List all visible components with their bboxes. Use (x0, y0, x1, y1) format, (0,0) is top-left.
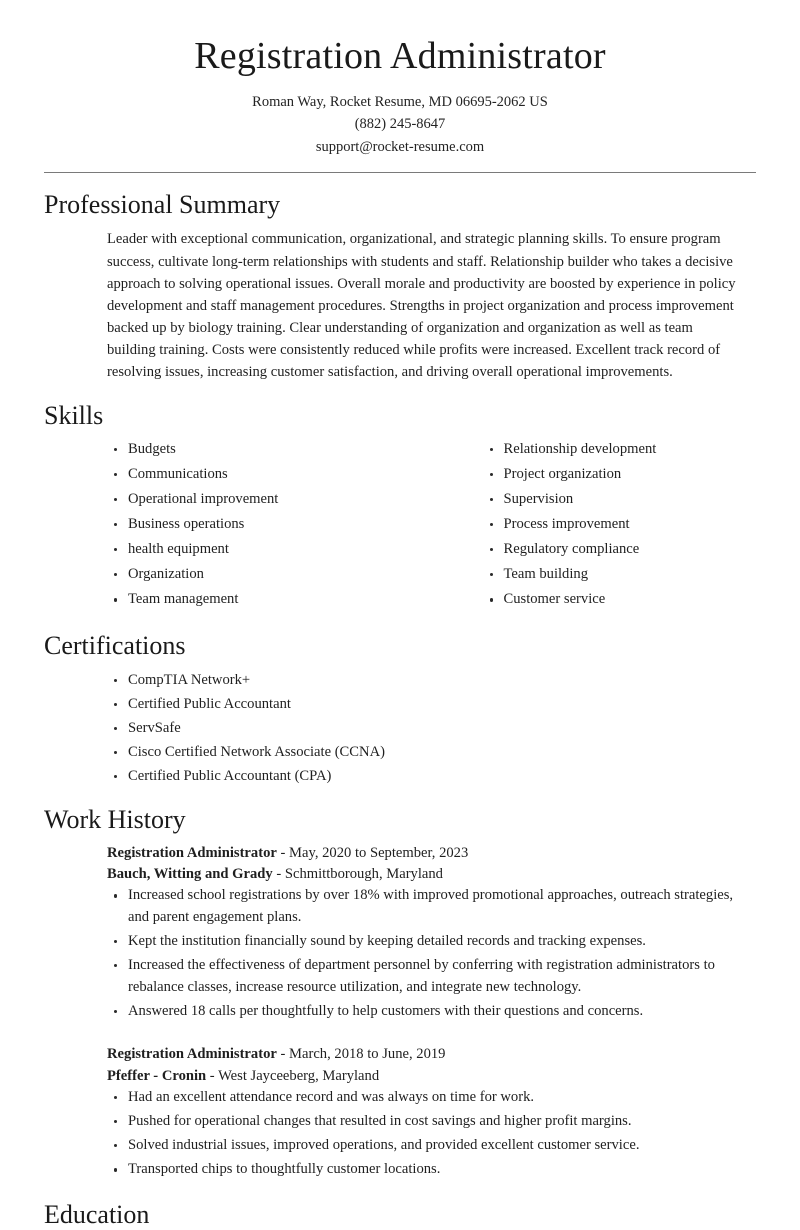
section-certifications (44, 630, 756, 787)
job-location: West Jayceeberg, Maryland (218, 1067, 380, 1084)
section-title-certifications: Certifications (44, 631, 186, 661)
certifications-body (44, 670, 756, 788)
job-title-line (107, 843, 756, 864)
job-employer: Pfeffer - Cronin (107, 1067, 207, 1084)
list-item: Organization (107, 564, 432, 586)
list-item: Process improvement (483, 514, 757, 536)
work-history-entry (44, 843, 756, 1023)
section-title-summary: Professional Summary (44, 190, 281, 220)
list-item: Certified Public Accountant (107, 694, 756, 716)
list-item: Supervision (483, 489, 757, 511)
skills-list-right (483, 439, 757, 611)
section-professional-summary (44, 189, 756, 383)
job-employer-line (107, 1066, 756, 1087)
job-dates: March, 2018 to June, 2019 (289, 1046, 446, 1063)
list-item: Solved industrial issues, improved operations, and provided excellent customer service. (107, 1135, 756, 1157)
list-item: health equipment (107, 539, 432, 561)
list-item: Kept the institution financially sound by keeping detailed records and tracking expenses. (107, 931, 756, 953)
summary-body (44, 228, 756, 383)
job-separator: - (272, 866, 285, 883)
job-bullets (107, 1087, 756, 1181)
list-item: Had an excellent attendance record and was always on time for work. (107, 1087, 756, 1109)
job-location: Schmittborough, Maryland (284, 866, 443, 883)
contact-email: support@rocket-resume.com (315, 138, 485, 155)
job-title: Registration Administrator (107, 844, 277, 861)
section-skills (44, 400, 756, 615)
section-title-skills: Skills (44, 400, 104, 430)
job-bullets (107, 885, 756, 1022)
job-separator: - (276, 1046, 290, 1063)
summary-text: Leader with exceptional communication, organizational, and strategic planning skills. To ensure program success, cultivate long-term relationships with students and staff. Relationship builder who takes a decisive approach to solving operational issues. Overall morale and productivity are boosted by experience in policy development and staff management procedures. Strengths in project organization and process improvement backed up by biology training. Clear understanding of organization and organization as well as team building training. Costs were consistently reduced while profits were increased. Excellent track record of resolving issues, increasing customer satisfaction, and driving overall operational improvements. (107, 231, 736, 381)
certifications-list (107, 670, 756, 788)
section-work-history (44, 804, 756, 1181)
job-employer-line (107, 864, 756, 885)
job-separator: - (206, 1067, 219, 1084)
list-item: Increased the effectiveness of department personnel by conferring with registration administrators to rebalance classes, increase resource utilization, and integrate new technology. (107, 955, 756, 998)
list-item: Relationship development (483, 439, 757, 461)
list-item: Answered 18 calls per thoughtfully to help customers with their questions and concerns. (107, 1001, 756, 1023)
list-item: Regulatory compliance (483, 539, 757, 561)
page-title: Registration Administrator (194, 35, 606, 77)
skills-column-left (107, 439, 432, 615)
list-item: Team building (483, 564, 757, 586)
job-title-line (107, 1044, 756, 1065)
job-separator: - (276, 844, 290, 861)
job-title: Registration Administrator (107, 1046, 277, 1063)
job-employer: Bauch, Witting and Grady (107, 866, 273, 883)
list-item: CompTIA Network+ (107, 670, 756, 692)
skills-column-right (432, 439, 757, 615)
list-item: Communications (107, 464, 432, 486)
work-history-entry (44, 1044, 756, 1180)
list-item: Business operations (107, 514, 432, 536)
skills-columns (44, 439, 756, 615)
list-item: Cisco Certified Network Associate (CCNA) (107, 742, 756, 764)
list-item: Operational improvement (107, 489, 432, 511)
list-item: ServSafe (107, 718, 756, 740)
resume-header (44, 0, 756, 158)
contact-address: Roman Way, Rocket Resume, MD 06695-2062 US (252, 93, 548, 110)
header-divider (44, 172, 756, 173)
skills-list-left (107, 439, 432, 611)
list-item: Certified Public Accountant (CPA) (107, 766, 756, 788)
job-dates: May, 2020 to September, 2023 (289, 844, 469, 861)
list-item: Increased school registrations by over 18% with improved promotional approaches, outreach strategies, and parent engagement plans. (107, 885, 756, 928)
list-item: Team management (107, 589, 432, 611)
list-item: Transported chips to thoughtfully customer locations. (107, 1159, 756, 1181)
section-education (44, 1199, 756, 1230)
list-item: Pushed for operational changes that resulted in cost savings and higher profit margins. (107, 1111, 756, 1133)
contact-phone: (882) 245-8647 (354, 116, 446, 133)
section-title-education: Education (44, 1199, 150, 1229)
list-item: Budgets (107, 439, 432, 461)
list-item: Project organization (483, 464, 757, 486)
list-item: Customer service (483, 589, 757, 611)
section-title-work-history: Work History (44, 804, 186, 834)
